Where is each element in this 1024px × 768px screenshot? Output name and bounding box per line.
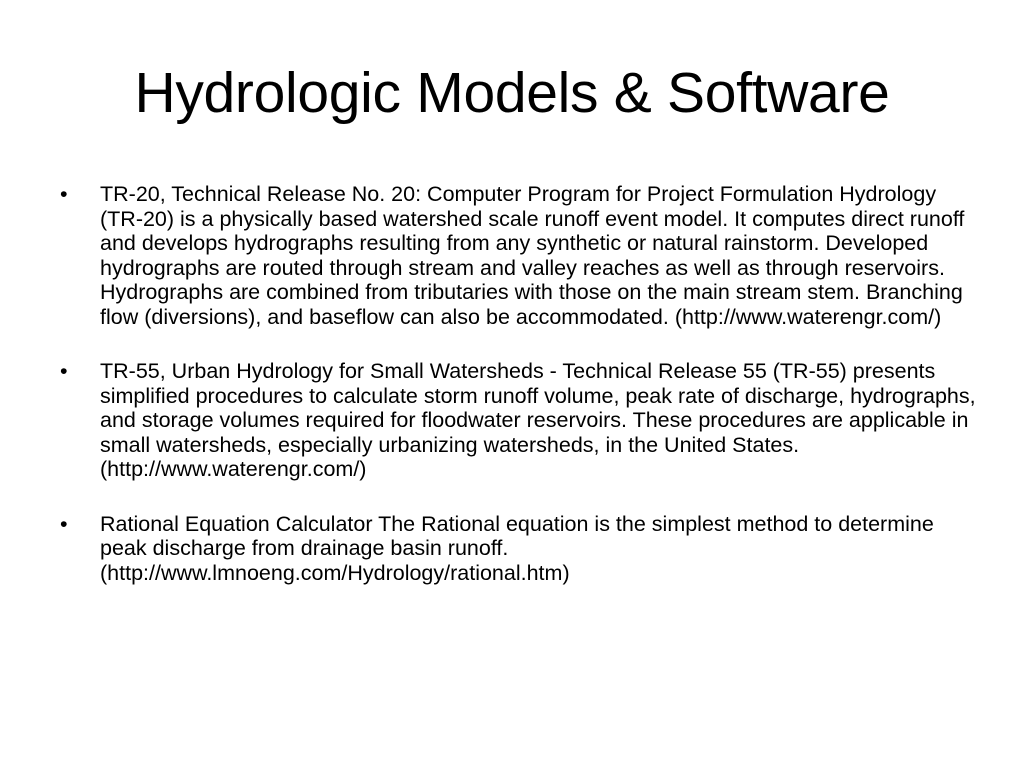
bullet-text: TR-20, Technical Release No. 20: Computer Program for Project Formulation Hydrology (TR-20) is a physically based watershed scale runoff event model. It computes direct runoff and develops hydrographs resulting from any synthetic or natural rainstorm. Developed hydrographs are routed through stream and valley reaches as well as through reservoirs. Hydrographs are combined from tributaries with those on the main stream stem. Branching flow (diversions), and baseflow can also be accommodated. (http://www.waterengr.com/) <box>100 182 965 329</box>
bullet-list <box>60 182 980 615</box>
bullet-text: Rational Equation Calculator The Rational equation is the simplest method to determine peak discharge from drainage basin runoff. (http://www.lmnoeng.com/Hydrology/rational.htm) <box>100 511 934 585</box>
bullet-item-tr55 <box>60 359 980 482</box>
bullet-icon: • <box>60 359 68 383</box>
bullet-text: TR-55, Urban Hydrology for Small Watersheds - Technical Release 55 (TR-55) presents simplified procedures to calculate storm runoff volume, peak rate of discharge, hydrographs, and storage volumes required for floodwater reservoirs. These procedures are applicable in small watersheds, especially urbanizing watersheds, in the United States.(http://www.waterengr.com/) <box>100 359 976 481</box>
bullet-item-rational <box>60 512 980 586</box>
slide-title: Hydrologic Models & Software <box>134 61 890 125</box>
bullet-icon: • <box>60 182 68 206</box>
bullet-item-tr20 <box>60 182 980 329</box>
bullet-icon: • <box>60 511 68 536</box>
